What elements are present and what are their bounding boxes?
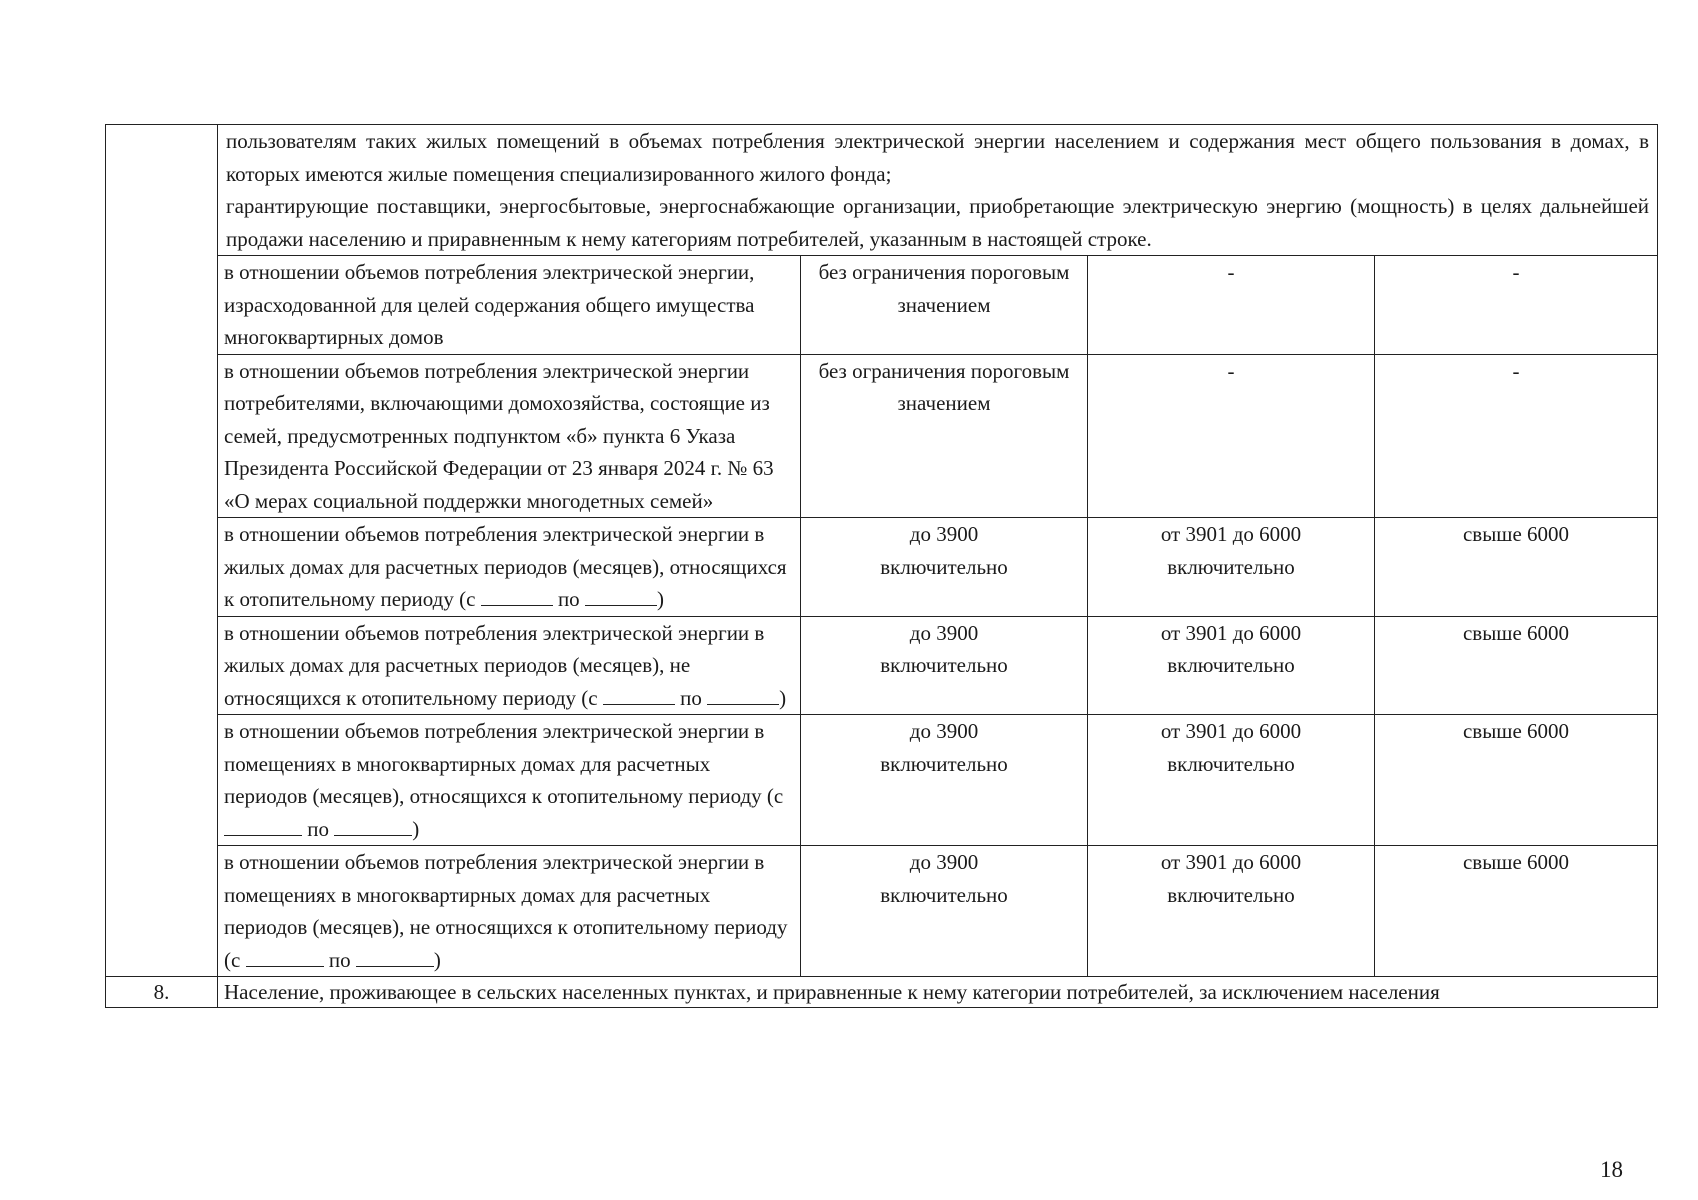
- page-number: 18: [1600, 1157, 1623, 1182]
- blank-line: [334, 815, 412, 836]
- table-row: [106, 715, 1658, 846]
- threshold-col-2: [1088, 518, 1375, 617]
- threshold-value: до 3900: [909, 620, 979, 645]
- threshold-col-2: [1088, 846, 1375, 977]
- description-end: ): [779, 685, 787, 710]
- description-end: ): [433, 947, 441, 972]
- row-description: [218, 846, 801, 977]
- threshold-col-1: [801, 616, 1088, 715]
- row-description: в отношении объемов потребления электрической энергии, израсходованной для целей содержания общего имущества многоквартирных домов: [218, 256, 801, 355]
- table-row: [106, 256, 1658, 355]
- row-category-text: Население, проживающее в сельских населенных пунктах, и приравненные к нему категории потребителей, за исключением населения: [218, 977, 1658, 1008]
- threshold-qualifier: включительно: [880, 554, 1008, 579]
- threshold-qualifier: включительно: [1167, 751, 1295, 776]
- blank-line: [224, 815, 302, 836]
- description-text: в отношении объемов потребления электрической энергии в жилых домах для расчетных периодов (месяцев), не относящихся к отопительному периоду (с: [224, 620, 765, 710]
- blank-line: [246, 946, 324, 967]
- blank-line: [603, 684, 675, 705]
- table-row: [106, 354, 1658, 518]
- description-by: по: [680, 685, 702, 710]
- description-text: в отношении объемов потребления электрической энергии в помещениях в многоквартирных домах для расчетных периодов (месяцев), относящихся к отопительному периоду (с: [224, 719, 784, 808]
- threshold-col-1: [801, 715, 1088, 846]
- threshold-col-1: [801, 846, 1088, 977]
- threshold-col-3: -: [1375, 256, 1658, 355]
- threshold-qualifier: включительно: [880, 653, 1008, 677]
- threshold-qualifier: включительно: [1167, 882, 1295, 907]
- description-by: по: [557, 587, 580, 611]
- blank-line: [585, 585, 657, 606]
- blank-line: [356, 946, 434, 967]
- threshold-col-2: [1088, 616, 1375, 715]
- threshold-value: от 3901 до 6000: [1160, 850, 1302, 874]
- row-description: [218, 518, 801, 617]
- row-description: [218, 616, 801, 715]
- blank-line: [707, 684, 779, 705]
- threshold-col-1: без ограничения пороговым значением: [801, 256, 1088, 355]
- threshold-col-1: без ограничения пороговым значением: [801, 354, 1088, 518]
- threshold-value: до 3900: [909, 850, 979, 874]
- blank-line: [481, 585, 553, 606]
- description-end: ): [412, 816, 420, 841]
- threshold-col-1: [801, 518, 1088, 617]
- threshold-qualifier: включительно: [1167, 653, 1295, 677]
- description-text: в отношении объемов потребления электрической энергии в помещениях в многоквартирных домах для расчетных периодов (месяцев), не относящихся к отопительному периоду (с: [224, 850, 788, 972]
- intro-paragraph-1: пользователям таких жилых помещений в объемах потребления электрической энергии населением и содержания мест общего пользования в домах, в которых имеются жилые помещения специализированного жилого фонда;: [226, 129, 1650, 186]
- threshold-col-3: свыше 6000: [1375, 518, 1658, 617]
- tariff-table: [105, 124, 1658, 1008]
- row-description: [218, 715, 801, 846]
- threshold-col-3: свыше 6000: [1375, 616, 1658, 715]
- row-number-cell: [106, 125, 218, 977]
- intro-text-cell: [218, 125, 1658, 256]
- description-by: по: [307, 816, 329, 841]
- threshold-qualifier: включительно: [1167, 554, 1295, 579]
- intro-row: [106, 125, 1658, 256]
- description-text: в отношении объемов потребления электрической энергии в жилых домах для расчетных периодов (месяцев), относящихся к отопительному периоду (с: [224, 522, 787, 611]
- description-end: ): [656, 587, 664, 611]
- table-row: [106, 977, 1658, 1008]
- table-row: [106, 616, 1658, 715]
- row-number: 8.: [106, 977, 218, 1008]
- threshold-col-3: -: [1375, 354, 1658, 518]
- threshold-col-3: свыше 6000: [1375, 715, 1658, 846]
- threshold-value: от 3901 до 6000: [1160, 719, 1302, 743]
- table-row: [106, 518, 1658, 617]
- threshold-value: до 3900: [909, 522, 979, 546]
- threshold-col-2: [1088, 715, 1375, 846]
- threshold-col-2: -: [1088, 256, 1375, 355]
- threshold-qualifier: включительно: [880, 751, 1008, 776]
- intro-paragraph-2: гарантирующие поставщики, энергосбытовые, энергоснабжающие организации, приобретающие электрическую энергию (мощность) в целях дальнейшей продажи населению и приравненным к нему категориям потребителей, указанным в настоящей строке.: [226, 194, 1650, 251]
- threshold-col-2: -: [1088, 354, 1375, 518]
- threshold-value: от 3901 до 6000: [1160, 620, 1302, 645]
- threshold-value: до 3900: [909, 719, 979, 743]
- threshold-qualifier: включительно: [880, 882, 1008, 907]
- threshold-value: от 3901 до 6000: [1160, 522, 1302, 546]
- table-row: [106, 846, 1658, 977]
- row-description: в отношении объемов потребления электрической энергии потребителями, включающими домохозяйства, состоящие из семей, предусмотренных подпунктом «б» пункта 6 Указа Президента Российской Федерации от 23 января 2024 г. № 63 «О мерах социальной поддержки многодетных семей»: [218, 354, 801, 518]
- description-by: по: [328, 947, 351, 972]
- threshold-col-3: свыше 6000: [1375, 846, 1658, 977]
